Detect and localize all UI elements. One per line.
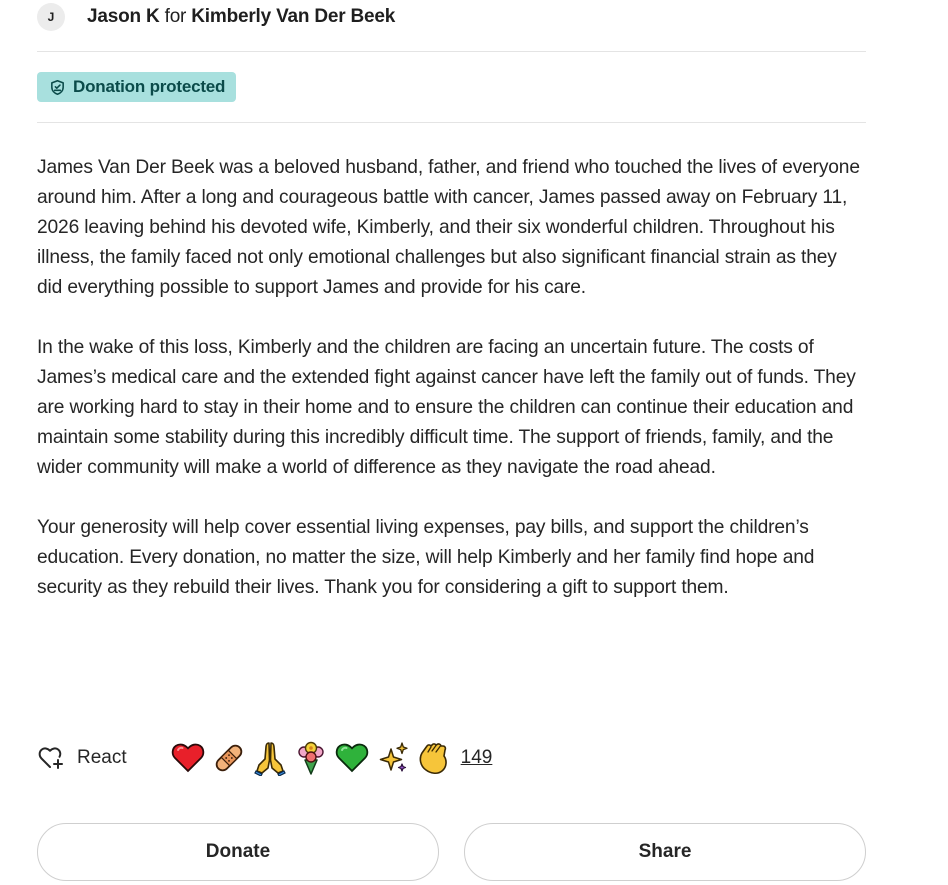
react-label: React: [77, 747, 127, 768]
badge-label: Donation protected: [73, 77, 226, 96]
bandage-icon[interactable]: [212, 740, 246, 776]
donate-button[interactable]: Donate: [37, 823, 439, 881]
organizer-name[interactable]: Jason K: [87, 6, 160, 27]
organizer-connector: for: [164, 6, 187, 27]
reaction-count[interactable]: 149: [460, 747, 493, 768]
divider: [37, 122, 866, 123]
story-paragraph: Your generosity will help cover essential living expenses, pay bills, and support the children’s education. Every donation, no matter the size, will help Kimberly and her family find hope and security as they rebuild their lives. Thank you for considering a gift to support them.: [37, 517, 815, 598]
avatar: J: [37, 3, 65, 31]
beneficiary-name[interactable]: Kimberly Van Der Beek: [191, 6, 396, 27]
donation-protected-badge[interactable]: [37, 72, 236, 102]
green-heart-icon[interactable]: [335, 740, 369, 776]
heart-icon[interactable]: [171, 740, 205, 776]
organizer-line: [87, 6, 395, 28]
shield-icon: [49, 79, 66, 96]
divider: [37, 51, 866, 52]
story-text: [37, 153, 866, 633]
story-paragraph: In the wake of this loss, Kimberly and the children are facing an uncertain future. The costs of James’s medical care and the extended fight against cancer have left the family out of funds. They are working hard to stay in their home and to ensure the children can continue their education and maintain some stability during this incredibly difficult time. The support of friends, family, and the wider community will make a world of difference as they navigate the road ahead.: [37, 337, 856, 478]
organizer-row: [37, 0, 395, 34]
reactions-bar: [37, 736, 492, 780]
action-buttons: [37, 823, 866, 881]
sparkles-icon[interactable]: [376, 740, 410, 776]
bouquet-icon[interactable]: [294, 740, 328, 776]
praying-hands-icon[interactable]: [253, 740, 287, 776]
heart-plus-icon: [37, 745, 65, 771]
clapping-hands-icon[interactable]: [417, 740, 451, 776]
react-button[interactable]: [37, 745, 127, 771]
share-button[interactable]: Share: [464, 823, 866, 881]
story-paragraph: James Van Der Beek was a beloved husband, father, and friend who touched the lives of everyone around him. After a long and courageous battle with cancer, James passed away on February 11, 2026 leaving behind his devoted wife, Kimberly, and their six wonderful children. Throughout his illness, the family faced not only emotional challenges but also significant financial strain as they did everything possible to support James and provide for his care.: [37, 157, 860, 298]
